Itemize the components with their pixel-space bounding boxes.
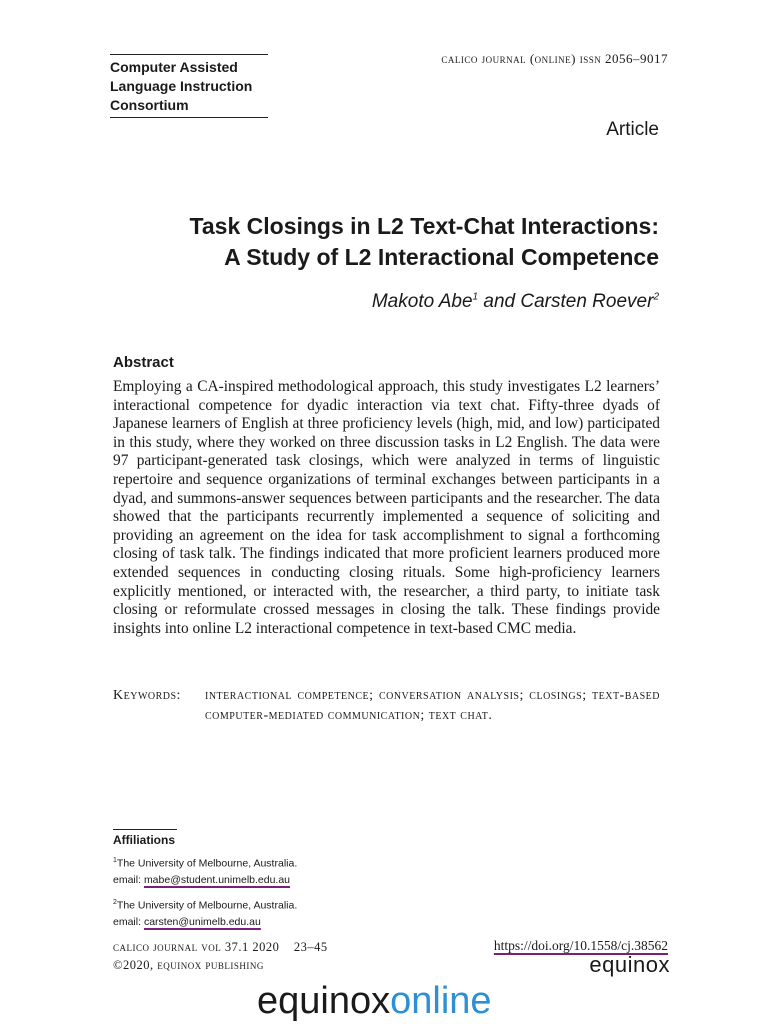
doi-link[interactable]: https://doi.org/10.1558/cj.38562: [493, 938, 668, 953]
affiliation-institution: The University of Melbourne, Australia.: [116, 899, 298, 912]
equinox-online-logo: [257, 980, 492, 1023]
consortium-line: Computer Assisted: [110, 59, 238, 75]
email-link[interactable]: mabe@student.unimelb.edu.au: [143, 873, 291, 886]
keywords-block: [113, 686, 660, 725]
author-list: [372, 291, 659, 313]
title-line: Task Closings in L2 Text-Chat Interactions:: [189, 213, 659, 239]
email-link[interactable]: carsten@unimelb.edu.au: [143, 915, 261, 928]
equinox-logo: equinox: [589, 952, 670, 977]
journal-issn: calico journal (online) issn 2056–9017: [441, 51, 668, 66]
keywords-text: interactional competence; conversation analysis; closings; text-based computer-mediated communication; text chat.: [205, 688, 660, 723]
affiliation-marker: 1: [472, 291, 479, 303]
article-type-label: Article: [606, 119, 659, 140]
author-name: Makoto Abe: [371, 291, 473, 312]
email-label: email:: [113, 873, 144, 886]
affiliation-item: [113, 853, 297, 888]
affiliation-marker: 2: [653, 291, 659, 303]
consortium-logo: [110, 54, 268, 118]
email-label: email:: [113, 915, 144, 928]
consortium-line: Language Instruction: [110, 78, 253, 94]
affiliation-number: 2: [113, 899, 117, 906]
keywords-label: Keywords:: [113, 688, 181, 703]
affiliation-item: [113, 895, 297, 930]
copyright-line: ©2020, equinox publishing: [113, 958, 264, 972]
author-name: Carsten Roever: [520, 291, 654, 312]
title-line: A Study of L2 Interactional Competence: [224, 244, 659, 270]
affiliation-number: 1: [113, 857, 117, 864]
abstract-text: Employing a CA-inspired methodological approach, this study investigates L2 learners’ interactional competence for dyadic interaction via text chat. Fifty-three dyads of Japanese learners of English at three proficiency levels (high, mid, and low) participated in this study, where they worked on three discussion tasks in L2 English. The data were 97 participant-generated task closings, which were analyzed in terms of linguistic repertoire and sequence organizations of terminal exchanges between participants in a dyad, and summons-answer sequences between participants and the researcher. The data showed that the participants recurrently implemented a sequence of soliciting and providing an agreement on the idea for task accomplishment to signal a forthcoming closing of task talk. The findings indicated that more proficient learners produced more extended sequences in conducting closing rituals. Some high-proficiency learners explicitly mentioned, or interacted with, the researcher, a third party, to initiate task closing or reformulate crossed messages in closing the talk. These findings provide insights into online L2 interactional competence in text-based CMC media.: [113, 378, 660, 637]
consortium-line: Consortium: [110, 97, 189, 113]
article-title: [99, 211, 659, 273]
abstract-heading: Abstract: [113, 354, 174, 371]
logo-part-equinox: equinox: [257, 980, 391, 1022]
author-conjunction: and: [478, 291, 521, 312]
journal-volume-line: calico journal vol 37.1 2020 23–45: [113, 940, 328, 954]
affiliation-institution: The University of Melbourne, Australia.: [116, 857, 298, 870]
footer-citation: [113, 938, 328, 974]
logo-part-online: online: [390, 980, 492, 1022]
affiliations-heading: Affiliations: [113, 829, 177, 847]
